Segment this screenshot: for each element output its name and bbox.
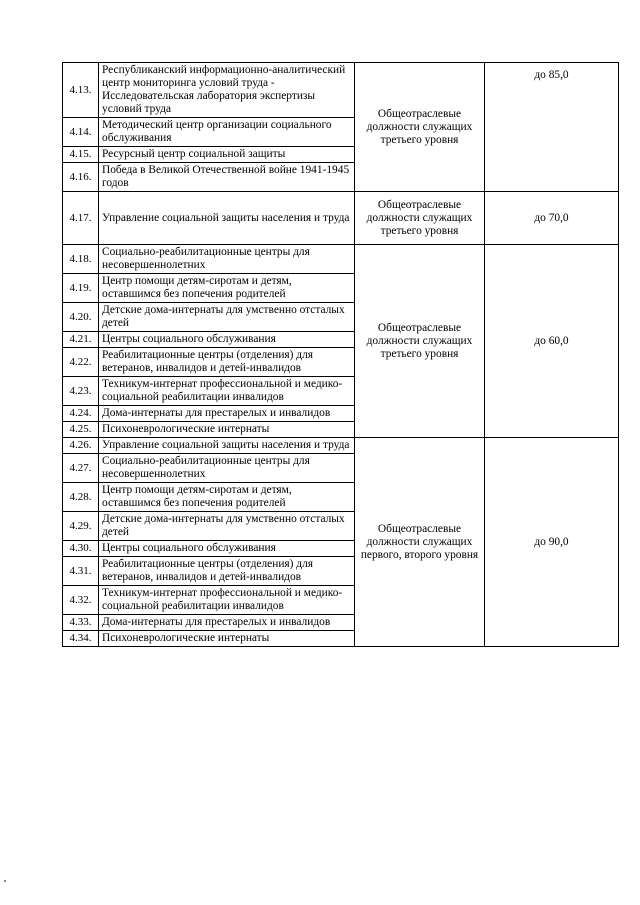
salary-value: до 90,0 [485, 438, 619, 647]
position-category: Общеотраслевые должности служащих первого, второго уровня [355, 438, 485, 647]
salary-value: до 60,0 [485, 245, 619, 438]
institution-name: Техникум-интернат профессиональной и медико-социальной реабилитации инвалидов [99, 377, 355, 406]
institution-name: Реабилитационные центры (отделения) для ветеранов, инвалидов и детей-инвалидов [99, 557, 355, 586]
row-number: 4.26. [63, 438, 99, 454]
row-number: 4.22. [63, 348, 99, 377]
row-number: 4.24. [63, 406, 99, 422]
row-number: 4.13. [63, 63, 99, 118]
row-number: 4.25. [63, 422, 99, 438]
institution-name: Дома-интернаты для престарелых и инвалидов [99, 615, 355, 631]
row-number: 4.28. [63, 483, 99, 512]
row-number: 4.27. [63, 454, 99, 483]
row-number: 4.20. [63, 303, 99, 332]
salary-table [62, 62, 619, 647]
row-number: 4.18. [63, 245, 99, 274]
row-number: 4.19. [63, 274, 99, 303]
table-row [63, 245, 619, 274]
institution-name: Центр помощи детям-сиротам и детям, оставшимся без попечения родителей [99, 483, 355, 512]
table-row [63, 192, 619, 245]
position-category: Общеотраслевые должности служащих третьего уровня [355, 192, 485, 245]
row-number: 4.15. [63, 147, 99, 163]
position-category: Общеотраслевые должности служащих третьего уровня [355, 245, 485, 438]
row-number: 4.29. [63, 512, 99, 541]
institution-name: Реабилитационные центры (отделения) для ветеранов, инвалидов и детей-инвалидов [99, 348, 355, 377]
institution-name: Победа в Великой Отечественной войне 1941-1945 годов [99, 163, 355, 192]
institution-name: Центр помощи детям-сиротам и детям, оставшимся без попечения родителей [99, 274, 355, 303]
scan-speck [4, 880, 6, 882]
salary-value: до 85,0 [485, 63, 619, 192]
institution-name: Детские дома-интернаты для умственно отсталых детей [99, 512, 355, 541]
institution-name: Социально-реабилитационные центры для несовершеннолетних [99, 245, 355, 274]
table-row [63, 438, 619, 454]
row-number: 4.31. [63, 557, 99, 586]
institution-name: Республиканский информационно-аналитический центр мониторинга условий труда - Исследовательская лаборатория экспертизы условий труда [99, 63, 355, 118]
institution-name: Ресурсный центр социальной защиты [99, 147, 355, 163]
table-row [63, 63, 619, 118]
row-number: 4.16. [63, 163, 99, 192]
row-number: 4.17. [63, 192, 99, 245]
institution-name: Социально-реабилитационные центры для несовершеннолетних [99, 454, 355, 483]
row-number: 4.23. [63, 377, 99, 406]
row-number: 4.30. [63, 541, 99, 557]
institution-name: Техникум-интернат профессиональной и медико-социальной реабилитации инвалидов [99, 586, 355, 615]
institution-name: Центры социального обслуживания [99, 332, 355, 348]
institution-name: Методический центр организации социального обслуживания [99, 118, 355, 147]
institution-name: Психоневрологические интернаты [99, 631, 355, 647]
institution-name: Центры социального обслуживания [99, 541, 355, 557]
institution-name: Психоневрологические интернаты [99, 422, 355, 438]
salary-value: до 70,0 [485, 192, 619, 245]
institution-name: Дома-интернаты для престарелых и инвалидов [99, 406, 355, 422]
institution-name: Управление социальной защиты населения и труда [99, 438, 355, 454]
row-number: 4.34. [63, 631, 99, 647]
position-category: Общеотраслевые должности служащих третьего уровня [355, 63, 485, 192]
institution-name: Управление социальной защиты населения и труда [99, 192, 355, 245]
row-number: 4.14. [63, 118, 99, 147]
institution-name: Детские дома-интернаты для умственно отсталых детей [99, 303, 355, 332]
row-number: 4.33. [63, 615, 99, 631]
row-number: 4.21. [63, 332, 99, 348]
row-number: 4.32. [63, 586, 99, 615]
